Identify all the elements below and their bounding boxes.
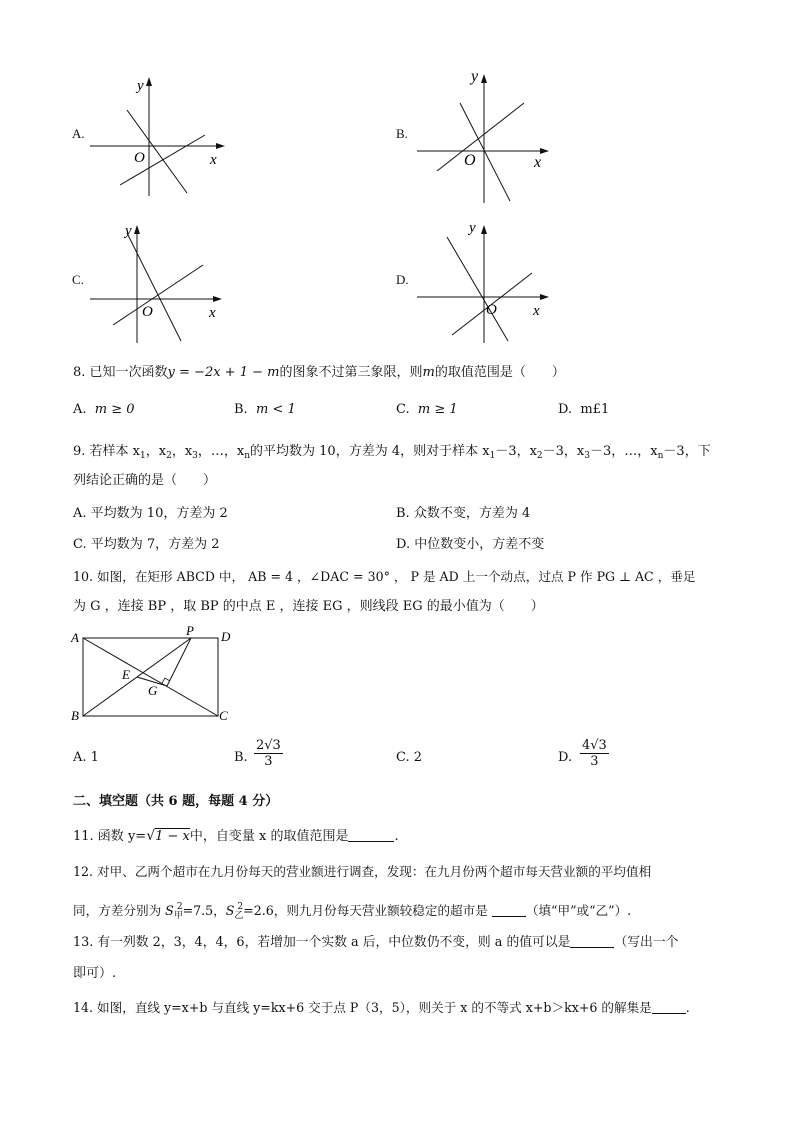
q10-option-d-fraction: $\frac{4√3}{3}$ — [582, 738, 607, 769]
graph-c-x-label: x — [209, 305, 216, 321]
option-c-label: C. — [72, 272, 84, 287]
fig-label-c: C — [219, 708, 228, 723]
question-12-line-1: 12. 对甲、乙两个超市在九月份每天的营业额进行调查，发现：在九月份两个超市每天营业额的平均值相 — [73, 864, 652, 879]
section-2-title: 二、填空题（共 6 题，每题 4 分） — [73, 794, 279, 809]
graph-c-line-2 — [113, 265, 203, 325]
question-10-line-2: 为 G ，连接 BP ，取 BP 的中点 E ，连接 EG ，则线段 EG 的最小值为（ ） — [73, 599, 544, 614]
graph-b-x-label: x — [534, 154, 542, 171]
fig-label-p: P — [186, 624, 194, 638]
q10-option-b-key: B. — [234, 750, 248, 765]
question-9-line-1: 9. 若样本 $x_1$，$x_2$，$x_3$，…，$x_n$的平均数为 10，方差为 4，则对于样本 $x_1-3$，$x_2-3$，$x_3-3$，…，$x_n-3$，下 — [73, 444, 711, 461]
option-d-label: D. — [396, 272, 409, 287]
question-11: 11. 函数 y=√1 − x中，自变量 x 的取值范围是 . — [73, 828, 399, 844]
q10-option-a: A. 1 — [73, 750, 99, 765]
graph-b-y-label: y — [471, 68, 479, 85]
graph-a-origin-label: O — [134, 150, 145, 166]
question-13-line-2: 即可）. — [73, 966, 117, 981]
fig-label-a: A — [71, 630, 79, 645]
q8-var: m — [422, 365, 435, 380]
q10-option-b-fraction: $\frac{2√3}{3}$ — [256, 738, 281, 769]
q9-option-c: C. 平均数为 7，方差为 2 — [73, 537, 220, 552]
q10-option-c: C. 2 — [396, 750, 423, 765]
q10-rectangle-figure — [68, 624, 248, 728]
graph-b — [412, 65, 562, 205]
question-13-line-1: 13. 有一列数 2，3，4，4，6，若增加一个实数 a 后，中位数仍不变，则 a 的值可以是 （写出一个 — [73, 935, 679, 950]
q8-suffix: 的图象不过第三象限，则 — [279, 365, 423, 380]
q8-option-a: A. m ≥ 0 — [73, 402, 135, 417]
question-12-line-2: 同，方差分别为 $S_甲^2=7.5$，$S_乙^2=2.6$，则九月份每天营业额较稳定的超市是 （填“甲”或“乙”）. — [73, 902, 632, 921]
fig-label-g: G — [148, 683, 158, 698]
diagonal-ac — [83, 638, 218, 716]
q9-option-b: B. 众数不变，方差为 4 — [396, 506, 531, 521]
q8-option-b: B. m < 1 — [234, 402, 296, 417]
q9-option-d: D. 中位数变小，方差不变 — [396, 537, 545, 552]
segment-pg — [167, 638, 191, 686]
fig-label-d: D — [221, 629, 231, 644]
graph-a-x-label: x — [210, 152, 217, 168]
fig-label-b: B — [71, 708, 79, 723]
q10-option-d-key: D. — [558, 750, 573, 765]
graph-b-line-1 — [437, 103, 524, 171]
graph-a — [85, 70, 235, 200]
question-9-line-2: 列结论正确的是（ ） — [73, 473, 217, 488]
graph-c-line-1 — [127, 233, 181, 341]
question-10-line-1: 10. 如图，在矩形 ABCD 中， AB = 4 ，∠DAC = 30° ， P 是 AD 上一个动点，过点 P 作 PG ⊥ AC ，垂足 — [73, 569, 696, 584]
graph-c-origin-label: O — [142, 304, 153, 320]
q8-formula: y = −2x + 1 − m — [167, 365, 280, 380]
graph-d-origin-label: O — [486, 302, 497, 318]
graph-c-y-label: y — [125, 223, 132, 239]
q8-prefix: 8. 已知一次函数 — [73, 365, 168, 380]
question-14: 14. 如图，直线 y=x+b 与直线 y=kx+6 交于点 P（3，5），则关于 x 的不等式 x+b＞kx+6 的解集是 . — [73, 1000, 690, 1015]
q8-option-d: D. m£1 — [558, 402, 610, 417]
fig-label-e: E — [122, 667, 130, 682]
graph-a-line-1 — [120, 135, 205, 185]
graph-c — [85, 215, 235, 345]
q9-option-a: A. 平均数为 10，方差为 2 — [73, 506, 228, 521]
q8-option-c: C. m ≥ 1 — [396, 402, 458, 417]
question-8 — [73, 365, 565, 381]
graph-d-y-label: y — [469, 220, 476, 236]
option-a-label: A. — [72, 126, 85, 141]
graph-d-line-1 — [447, 237, 508, 341]
q8-tail: 的取值范围是（ ） — [434, 365, 565, 380]
graph-b-origin-label: O — [464, 152, 476, 169]
graph-d — [412, 215, 562, 345]
graph-a-y-label: y — [137, 78, 144, 94]
option-b-label: B. — [396, 126, 408, 141]
graph-d-x-label: x — [533, 303, 540, 319]
